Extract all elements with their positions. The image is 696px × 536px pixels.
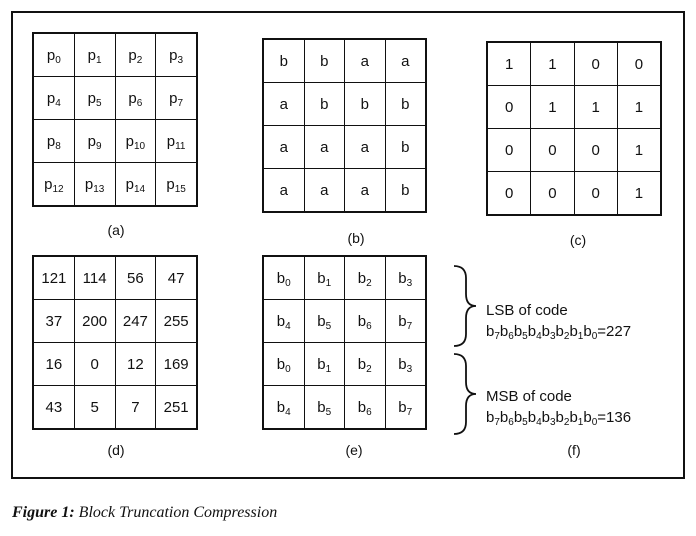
cell-symbol: b — [317, 269, 326, 287]
cell-subscript: 0 — [285, 363, 291, 375]
panel-b-label: (b) — [347, 230, 365, 246]
cell-symbol: b — [276, 355, 286, 373]
panel-e-label: (e) — [345, 442, 363, 458]
code-bit-index: 4 — [536, 417, 542, 428]
panel-e-row — [263, 300, 426, 343]
cell-subscript: 1 — [96, 54, 102, 66]
panel-b-row — [263, 169, 426, 213]
panel-b-cell: a — [263, 126, 304, 169]
panel-a-cell — [74, 120, 115, 163]
cell-subscript: 4 — [285, 406, 291, 418]
cell-symbol: p — [125, 132, 134, 150]
cell-subscript: 14 — [133, 183, 146, 195]
cell-subscript: 5 — [325, 406, 332, 418]
msb-equals: = — [597, 409, 607, 426]
panel-c-cell: 1 — [531, 42, 574, 86]
panel-a-cell — [156, 33, 197, 77]
code-bit-index: 5 — [522, 331, 528, 342]
panel-c-row — [487, 86, 661, 129]
panel-b-cell: a — [345, 126, 386, 169]
panel-b-quantized-grid — [262, 38, 427, 213]
panel-d-cell: 251 — [156, 386, 197, 430]
code-letter: b — [527, 409, 537, 426]
panel-f-label: (f) — [567, 442, 581, 458]
cell-symbol: p — [128, 89, 137, 107]
code-letter: b — [583, 409, 592, 426]
cell-symbol: p — [84, 175, 94, 193]
code-letter: b — [513, 409, 523, 426]
cell-symbol: p — [87, 46, 97, 64]
panel-e-row — [263, 256, 426, 300]
panel-c-cell: 0 — [574, 42, 617, 86]
cell-symbol: p — [125, 175, 134, 193]
code-bit-index: 0 — [591, 417, 598, 428]
cell-subscript: 6 — [136, 97, 143, 109]
code-letter: b — [569, 323, 578, 340]
cell-symbol: p — [169, 46, 178, 64]
panel-a-cell — [74, 33, 115, 77]
cell-symbol: b — [398, 398, 407, 416]
panel-b-cell: a — [263, 169, 304, 213]
lsb-brace-icon — [448, 264, 480, 348]
figure-caption — [12, 504, 277, 522]
panel-c-cell: 1 — [574, 86, 617, 129]
panel-b-cell: b — [385, 169, 426, 213]
panel-c-label: (c) — [569, 232, 587, 248]
figure-number: Figure 1: — [12, 504, 75, 521]
cell-symbol: b — [317, 355, 326, 373]
code-letter: b — [569, 409, 578, 426]
lsb-code-bits — [486, 323, 597, 340]
panel-c-cell: 0 — [487, 172, 531, 216]
panel-a-pixel-grid — [32, 32, 198, 207]
code-bit-index: 2 — [563, 331, 570, 342]
msb-code-bits — [486, 409, 597, 426]
cell-symbol: p — [46, 89, 56, 107]
msb-brace-icon — [448, 352, 480, 436]
panel-a-cell — [115, 33, 156, 77]
cell-subscript: 3 — [406, 363, 413, 375]
code-bit-index: 5 — [522, 417, 528, 428]
panel-d-cell: 43 — [33, 386, 74, 430]
cell-subscript: 5 — [96, 97, 102, 109]
code-letter: b — [499, 323, 509, 340]
code-letter: b — [513, 323, 523, 340]
panel-a-cell — [33, 33, 74, 77]
cell-subscript: 12 — [52, 183, 64, 195]
cell-symbol: b — [317, 312, 326, 330]
cell-symbol: b — [276, 269, 286, 287]
panel-c-cell: 0 — [531, 172, 574, 216]
panel-a-row — [33, 163, 197, 207]
cell-subscript: 0 — [285, 277, 291, 289]
lsb-equals: = — [597, 323, 607, 340]
panel-c-cell: 1 — [487, 42, 531, 86]
cell-subscript: 7 — [406, 320, 413, 332]
panel-c-bitmap-grid — [486, 41, 662, 216]
panel-c-cell: 0 — [487, 86, 531, 129]
panel-b-cell: a — [385, 39, 426, 83]
code-letter: b — [527, 323, 537, 340]
panel-a-cell — [74, 163, 115, 207]
panel-c-cell: 1 — [531, 86, 574, 129]
panel-d-cell: 255 — [156, 300, 197, 343]
panel-e-cell — [385, 386, 426, 430]
panel-b-cell: a — [345, 39, 386, 83]
code-bit-index: 1 — [577, 417, 584, 428]
cell-subscript: 0 — [55, 54, 61, 66]
panel-a-cell — [33, 120, 74, 163]
cell-subscript: 2 — [366, 363, 372, 375]
panel-c-row — [487, 172, 661, 216]
cell-subscript: 8 — [55, 140, 61, 152]
cell-subscript: 15 — [174, 183, 186, 195]
msb-value: 136 — [606, 409, 632, 426]
cell-subscript: 4 — [55, 97, 61, 109]
panel-b-row — [263, 83, 426, 126]
panel-a-cell — [33, 77, 74, 120]
code-letter: b — [486, 409, 495, 426]
code-bit-index: 6 — [508, 331, 514, 342]
code-bit-index: 3 — [549, 417, 556, 428]
panel-c-cell: 1 — [617, 86, 661, 129]
panel-d-label: (d) — [107, 442, 125, 458]
panel-d-cell: 200 — [74, 300, 115, 343]
cell-subscript: 4 — [285, 320, 291, 332]
panel-e-cell — [304, 256, 345, 300]
panel-c-cell: 0 — [617, 42, 661, 86]
cell-symbol: p — [166, 132, 176, 150]
code-letter: b — [583, 323, 592, 340]
panel-e-cell — [304, 386, 345, 430]
panel-d-cell: 47 — [156, 256, 197, 300]
panel-d-row — [33, 386, 197, 430]
panel-a-cell — [115, 120, 156, 163]
panel-a-row — [33, 120, 197, 163]
lsb-value: 227 — [606, 323, 632, 340]
cell-subscript: 6 — [366, 320, 372, 332]
cell-subscript: 1 — [325, 277, 332, 289]
panel-a-label: (a) — [107, 222, 125, 238]
cell-subscript: 6 — [366, 406, 372, 418]
code-bit-index: 4 — [536, 331, 542, 342]
panel-a-row — [33, 77, 197, 120]
code-letter: b — [541, 409, 550, 426]
cell-symbol: b — [398, 312, 407, 330]
code-bit-index: 7 — [494, 417, 500, 428]
panel-d-row — [33, 343, 197, 386]
cell-symbol: b — [357, 312, 367, 330]
panel-a-cell — [74, 77, 115, 120]
panel-d-cell: 16 — [33, 343, 74, 386]
cell-symbol: p — [87, 89, 97, 107]
cell-subscript: 10 — [133, 140, 146, 152]
lsb-title: LSB of code — [486, 302, 568, 319]
cell-symbol: b — [398, 269, 407, 287]
panel-b-cell: b — [385, 126, 426, 169]
figure-title: Block Truncation Compression — [78, 504, 278, 521]
msb-title: MSB of code — [486, 388, 572, 405]
cell-symbol: b — [276, 312, 286, 330]
panel-d-cell: 247 — [115, 300, 156, 343]
panel-a-cell — [33, 163, 74, 207]
panel-d-cell: 121 — [33, 256, 74, 300]
cell-symbol: p — [169, 89, 178, 107]
panel-b-row — [263, 39, 426, 83]
cell-subscript: 1 — [325, 363, 332, 375]
panel-e-bit-grid — [262, 255, 427, 430]
msb-code-block — [486, 386, 631, 430]
cell-symbol: p — [46, 132, 56, 150]
panel-e-cell — [345, 343, 386, 386]
panel-b-row — [263, 126, 426, 169]
panel-c-cell: 1 — [617, 129, 661, 172]
panel-e-cell — [263, 343, 304, 386]
panel-e-row — [263, 386, 426, 430]
panel-d-row — [33, 300, 197, 343]
cell-subscript: 7 — [406, 406, 413, 418]
panel-c-row — [487, 42, 661, 86]
cell-symbol: b — [357, 269, 367, 287]
panel-b-cell: b — [345, 83, 386, 126]
cell-subscript: 5 — [325, 320, 332, 332]
lsb-equation — [486, 321, 631, 344]
panel-e-cell — [345, 386, 386, 430]
panel-a-cell — [156, 163, 197, 207]
panel-a-cell — [115, 77, 156, 120]
cell-symbol: p — [128, 46, 137, 64]
code-bit-index: 0 — [591, 331, 598, 342]
panel-e-cell — [385, 343, 426, 386]
cell-subscript: 3 — [406, 277, 413, 289]
panel-d-cell: 114 — [74, 256, 115, 300]
panel-e-cell — [263, 386, 304, 430]
panel-a-cell — [115, 163, 156, 207]
panel-a-row — [33, 33, 197, 77]
panel-c-cell: 0 — [574, 129, 617, 172]
panel-d-cell: 56 — [115, 256, 156, 300]
panel-e-cell — [263, 300, 304, 343]
panel-e-row — [263, 343, 426, 386]
panel-b-cell: b — [385, 83, 426, 126]
panel-b-cell: a — [263, 83, 304, 126]
code-bit-index: 7 — [494, 331, 500, 342]
code-letter: b — [499, 409, 509, 426]
panel-a-cell — [156, 120, 197, 163]
panel-c-cell: 1 — [617, 172, 661, 216]
code-letter: b — [555, 409, 564, 426]
cell-subscript: 11 — [175, 140, 186, 152]
cell-symbol: b — [357, 398, 367, 416]
cell-symbol: p — [166, 175, 175, 193]
panel-c-cell: 0 — [531, 129, 574, 172]
cell-symbol: b — [276, 398, 286, 416]
panel-d-row — [33, 256, 197, 300]
cell-subscript: 13 — [93, 183, 105, 195]
panel-b-cell: a — [304, 169, 345, 213]
cell-symbol: b — [357, 355, 367, 373]
cell-symbol: p — [44, 175, 53, 193]
panel-e-cell — [345, 256, 386, 300]
code-bit-index: 2 — [563, 417, 570, 428]
panel-d-cell: 169 — [156, 343, 197, 386]
code-bit-index: 3 — [549, 331, 556, 342]
code-bit-index: 1 — [577, 331, 584, 342]
cell-subscript: 9 — [96, 140, 102, 152]
lsb-code-block — [486, 300, 631, 344]
panel-d-cell: 7 — [115, 386, 156, 430]
panel-e-cell — [304, 300, 345, 343]
code-letter: b — [541, 323, 550, 340]
cell-symbol: p — [87, 132, 97, 150]
panel-b-cell: a — [304, 126, 345, 169]
code-letter: b — [555, 323, 564, 340]
panel-c-row — [487, 129, 661, 172]
cell-symbol: b — [398, 355, 407, 373]
panel-c-cell: 0 — [487, 129, 531, 172]
panel-e-cell — [263, 256, 304, 300]
panel-d-cell: 0 — [74, 343, 115, 386]
panel-b-cell: b — [304, 83, 345, 126]
cell-subscript: 3 — [177, 54, 184, 66]
cell-subscript: 2 — [136, 54, 143, 66]
panel-d-values-grid — [32, 255, 198, 430]
panel-b-cell: b — [304, 39, 345, 83]
panel-d-cell: 12 — [115, 343, 156, 386]
cell-subscript: 7 — [177, 97, 184, 109]
panel-d-cell: 5 — [74, 386, 115, 430]
code-bit-index: 6 — [508, 417, 514, 428]
panel-e-cell — [345, 300, 386, 343]
cell-symbol: b — [317, 398, 326, 416]
panel-e-cell — [385, 256, 426, 300]
panel-c-cell: 0 — [574, 172, 617, 216]
panel-e-cell — [304, 343, 345, 386]
panel-b-cell: b — [263, 39, 304, 83]
cell-subscript: 2 — [366, 277, 372, 289]
panel-b-cell: a — [345, 169, 386, 213]
panel-e-cell — [385, 300, 426, 343]
panel-d-cell: 37 — [33, 300, 74, 343]
cell-symbol: p — [46, 46, 56, 64]
panel-a-cell — [156, 77, 197, 120]
code-letter: b — [486, 323, 495, 340]
msb-equation — [486, 407, 631, 430]
